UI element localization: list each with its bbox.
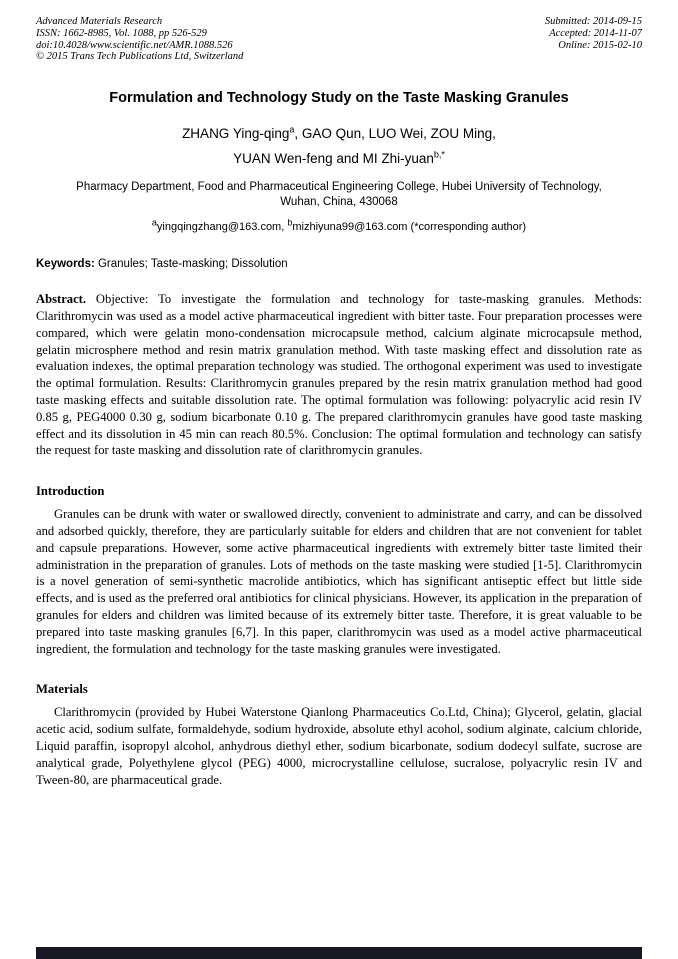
keywords-line (36, 258, 642, 270)
materials-paragraph: Clarithromycin (provided by Hubei Waterstone Qianlong Pharmaceutics Co.Ltd, China); Glycerol, gelatin, glacial acetic acid, sodium sulfate, formaldehyde, sodium hydroxide, absolute ethyl acohol, sodium alginate, calcium chloride, Liquid paraffin, isopropyl alcohol, anhydrous diethyl ether, sodium bicarbonate, sodium dodecyl sulfate, sucrose are analytical grade, Polyethylene glycol (PEG) 4000, microcrystalline cellulose, sucralose, polyacrylic resin IV and Tween-80, are pharmaceutical grade. (36, 705, 642, 787)
email-mark-a: a (151, 217, 157, 228)
journal-info-block (36, 16, 243, 63)
page-header (36, 16, 642, 63)
author-names-1-rest: , GAO Qun, LUO Wei, ZOU Ming, (294, 126, 496, 142)
accepted-date: Accepted: 2014-11-07 (549, 27, 642, 39)
abstract-label: Abstract. (36, 292, 87, 307)
section-heading-introduction: Introduction (36, 484, 105, 499)
email-mark-b: b (287, 217, 293, 228)
author-names-2: YUAN Wen-feng and MI Zhi-yuan (233, 151, 434, 167)
author-names-1: ZHANG Ying-qing (182, 126, 290, 142)
keywords-text: Granules; Taste-masking; Dissolution (94, 258, 288, 271)
authors-block (36, 121, 642, 171)
author-affil-mark-b: b,* (433, 149, 445, 160)
journal-name: Advanced Materials Research (36, 16, 163, 27)
affiliation: Pharmacy Department, Food and Pharmaceutical Engineering College, Hubei University of Technology, Wuhan, China, 430068 (76, 181, 602, 209)
author-affil-mark-a: a (289, 124, 295, 135)
introduction-paragraph: Granules can be drunk with water or swallowed directly, convenient to administrate and carry, and can be dissolved and adsorbed quickly, therefore, they are particularly suitable for elders and children that are not convenient for tablet and capsule preparations. However, some active pharmaceutical ingredients with extremely bitter taste limited their administration in the preparation of granules. Lots of methods on the taste masking were studied [1-5]. Clarithromycin is a novel generation of semi-synthetic macrolide antibiotics, which has significant antiseptic effect but little side effects, and is used as the preferred oral antibiotics for clinical physicians. However, its application in the preparation of granules for elders and children was limited because of its extremely bitter taste. Therefore, it is great valuable to be prepared into taste masking granules [6,7]. In this paper, clarithromycin was used as a model active pharmaceutical ingredient, the formulation and technology for the taste masking granules were investigated. (36, 507, 642, 656)
online-date: Online: 2015-02-10 (558, 39, 642, 51)
author-emails (36, 217, 642, 234)
dates-block (545, 16, 642, 63)
footer-bar (36, 947, 642, 959)
keywords-label: Keywords: (36, 258, 95, 271)
authors-line-1 (36, 121, 642, 146)
journal-copyright: © 2015 Trans Tech Publications Ltd, Switzerland (36, 51, 244, 63)
journal-doi: doi:10.4028/www.scientific.net/AMR.1088.526 (36, 39, 233, 51)
email-2: mizhiyuna99@163.com (*corresponding author) (292, 221, 527, 234)
email-1: yingqingzhang@163.com, (156, 221, 288, 234)
abstract-text: Objective: To investigate the formulation and technology for taste-masking granules. Methods: Clarithromycin was used as a model active pharmaceutical ingredient with bitter taste. Four preparation processes were compared, which were gelatin mono-condensation microcapsule method, calcium alginate microcapsule method, gelatin microsphere method and resin matrix granulation method. With taste masking effect and dissolution rate as evaluation indexes, the optimal preparation technology was studied. The orthogonal experiment was used to investigate the optimal formulation. Results: Clarithromycin granules prepared by the resin matrix granulation method had good taste masking effects and suitable dissolution rate. The optimal formulation was following: polyacrylic acid resin IV 0.85 g, PEG4000 0.30 g, sodium bicarbonate 0.10 g. The prepared clarithromycin granules have good taste masking effect and its dissolution in 45 min can reach 80.5%. Conclusion: The optimal formulation and technology can satisfy the request for taste masking and dissolution rate of clarithromycin granules. (36, 292, 642, 458)
submitted-date: Submitted: 2014-09-15 (544, 16, 642, 27)
abstract (36, 291, 642, 459)
section-heading-materials: Materials (36, 682, 88, 697)
authors-line-2 (36, 146, 642, 171)
paper-title: Formulation and Technology Study on the Taste Masking Granules (109, 90, 569, 107)
journal-issn-volume: ISSN: 1662-8985, Vol. 1088, pp 526-529 (36, 27, 207, 39)
